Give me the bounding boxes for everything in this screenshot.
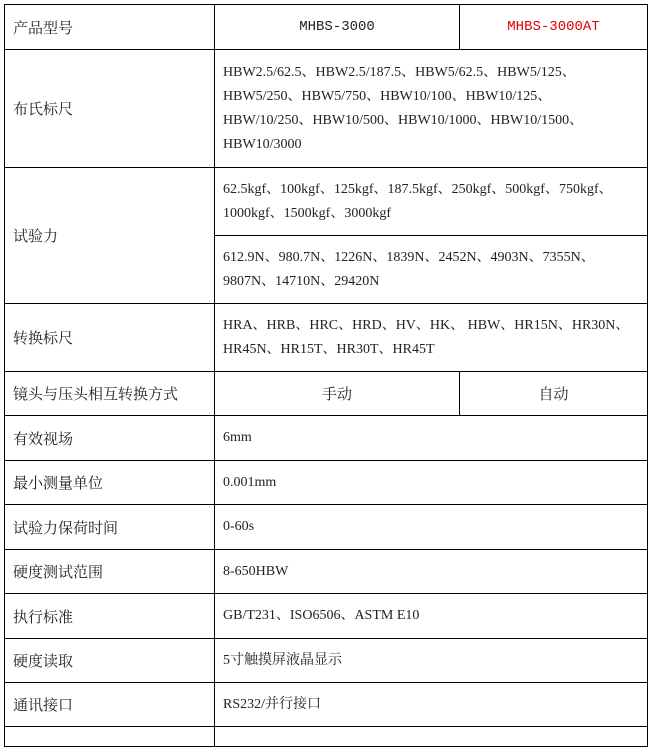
conversion-scale-label: 转换标尺 [5, 304, 215, 372]
row-test-force-kgf [5, 168, 648, 236]
standard-value: GB/T231、ISO6506、ASTM E10 [215, 594, 648, 639]
dwell-time-value: 0-60s [215, 505, 648, 550]
row-brinell-scale [5, 50, 648, 168]
readout-label: 硬度读取 [5, 639, 215, 683]
row-conversion-scale [5, 304, 648, 372]
field-of-view-label: 有效视场 [5, 416, 215, 461]
interface-value: RS232/并行接口 [215, 683, 648, 727]
standard-label: 执行标准 [5, 594, 215, 639]
switch-mode-value-b: 自动 [460, 372, 648, 416]
row-interface [5, 683, 648, 727]
row-dwell-time [5, 505, 648, 550]
row-switch-mode [5, 372, 648, 416]
readout-value: 5寸触摸屏液晶显示 [215, 639, 648, 683]
row-model [5, 5, 648, 50]
hardness-range-label: 硬度测试范围 [5, 550, 215, 594]
switch-mode-value-a: 手动 [215, 372, 460, 416]
row-partial [5, 727, 648, 747]
field-of-view-value: 6mm [215, 416, 648, 461]
row-field-of-view [5, 416, 648, 461]
dwell-time-label: 试验力保荷时间 [5, 505, 215, 550]
switch-mode-label: 镜头与压头相互转换方式 [5, 372, 215, 416]
row-readout [5, 639, 648, 683]
row-hardness-range [5, 550, 648, 594]
hardness-range-value: 8-650HBW [215, 550, 648, 594]
model-label: 产品型号 [5, 5, 215, 50]
test-force-label: 试验力 [5, 168, 215, 304]
brinell-scale-value: HBW2.5/62.5、HBW2.5/187.5、HBW5/62.5、HBW5/125、HBW5/250、HBW5/750、HBW10/100、HBW10/125、HBW/10/250、HBW10/500、HBW10/1000、HBW10/1500、HBW10/3000 [215, 50, 648, 168]
brinell-scale-label: 布氏标尺 [5, 50, 215, 168]
row-min-unit [5, 461, 648, 505]
interface-label: 通讯接口 [5, 683, 215, 727]
min-unit-label: 最小测量单位 [5, 461, 215, 505]
model-value-b: MHBS-3000AT [460, 5, 648, 50]
model-value-a: MHBS-3000 [215, 5, 460, 50]
min-unit-value: 0.001mm [215, 461, 648, 505]
row-standard [5, 594, 648, 639]
test-force-n-value: 612.9N、980.7N、1226N、1839N、2452N、4903N、7355N、9807N、14710N、29420N [215, 236, 648, 304]
conversion-scale-value: HRA、HRB、HRC、HRD、HV、HK、 HBW、HR15N、HR30N、HR45N、HR15T、HR30T、HR45T [215, 304, 648, 372]
spec-table [4, 4, 648, 747]
test-force-kgf-value: 62.5kgf、100kgf、125kgf、187.5kgf、250kgf、500kgf、750kgf、1000kgf、1500kgf、3000kgf [215, 168, 648, 236]
